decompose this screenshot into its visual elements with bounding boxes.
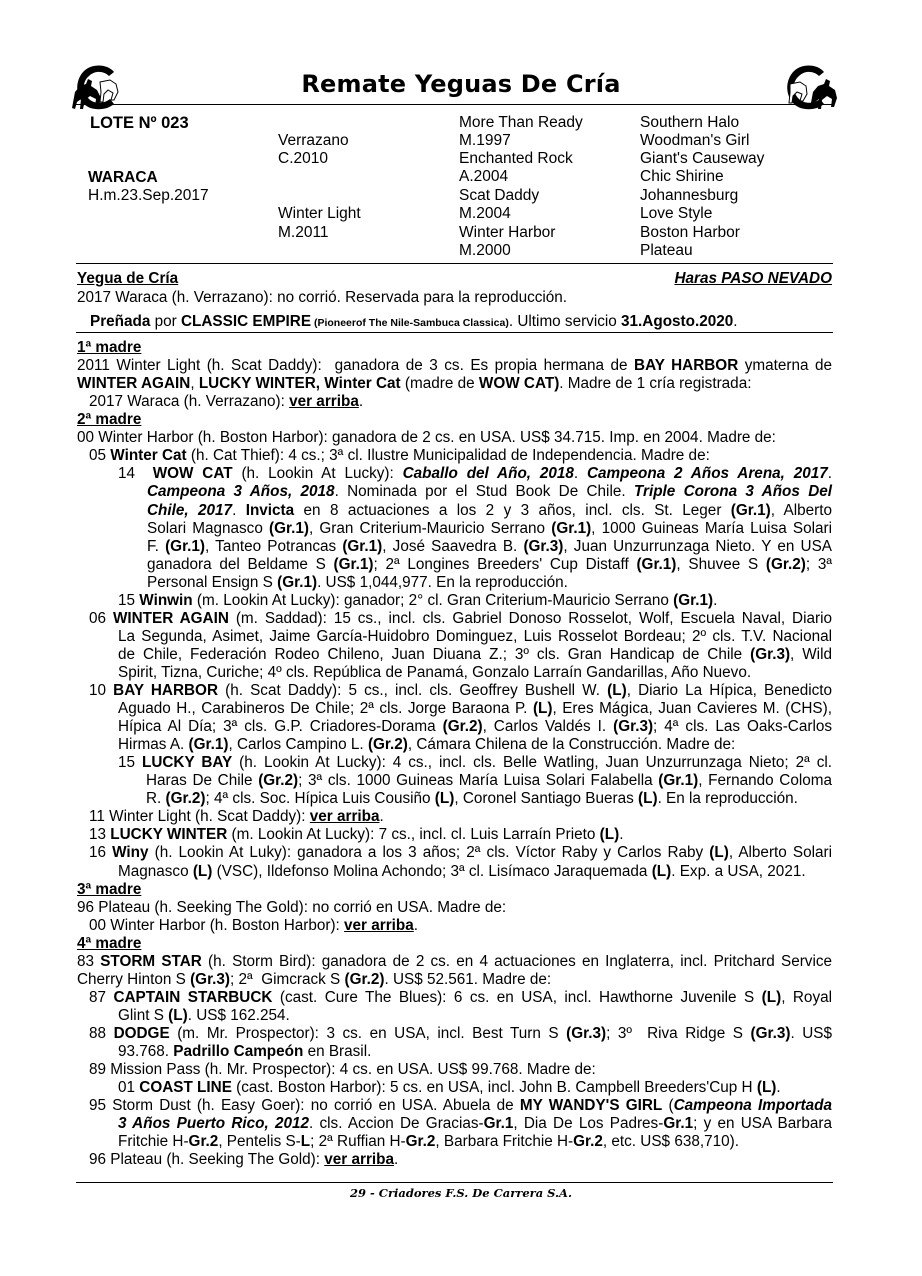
pedigree-gen4: Boston Harbor: [640, 224, 740, 241]
text-run: .: [394, 1151, 399, 1169]
text-run: , etc. US$ 638,710).: [602, 1133, 739, 1151]
text-run: 15: [118, 754, 142, 772]
text-run: (Gr.1): [342, 537, 383, 555]
text-run: . Exp. a USA, 2021.: [671, 862, 806, 880]
text-run: 14: [118, 465, 153, 483]
text-run: 15: [118, 591, 140, 609]
family-text-line: [89, 682, 832, 700]
info-divider: [76, 332, 833, 333]
text-run: BAY HARBOR: [113, 682, 219, 699]
text-run: 95 Storm Dust (h. Easy Goer): no corrió en USA. Abuela de: [89, 1097, 520, 1115]
family-text-line: [89, 1025, 832, 1043]
family-text-line: [77, 971, 832, 989]
section-label: Yegua de Cría: [77, 270, 179, 287]
text-run: Winwin: [139, 591, 193, 609]
pedigree-gen4: Woodman's Girl: [640, 132, 750, 149]
pregnancy-line: Preñada por CLASSIC EMPIRE (Pioneerof The Nile-Sambuca Classica). Ultimo servicio 31.Agosto.2020.: [90, 313, 738, 330]
text-run: Gr.1: [483, 1115, 514, 1133]
family-text-line: [118, 1043, 832, 1061]
text-run: Chile, 2017: [147, 501, 233, 519]
family-text-line: [147, 502, 832, 520]
text-run: , Barbara Fritchie H-: [435, 1133, 574, 1151]
text-run: . Madre de 1 cría registrada:: [559, 375, 752, 393]
text-run: ymaterna de: [738, 357, 832, 375]
text-run: (Gr.1): [277, 573, 318, 591]
text-run: , Coronel Santiago Bueras: [454, 790, 639, 808]
text-run: Magnasco: [118, 862, 193, 880]
family-text-line: [77, 899, 832, 917]
family-text-line: [89, 989, 832, 1007]
sire-info: C.2010: [278, 150, 328, 167]
family-text-line: [118, 1079, 832, 1097]
text-run: Gr.1: [663, 1115, 694, 1133]
family-text-line: [77, 375, 832, 393]
pedigree-gen4: Giant's Causeway: [640, 150, 765, 167]
text-run: (m. Lookin At Lucky): 7 cs., incl. cl. Luis Larraín Prieto: [227, 826, 600, 844]
text-run: ,: [190, 375, 199, 393]
text-run: (Gr.3): [190, 970, 231, 988]
text-run: LUCKY WINTER, Winter Cat: [198, 375, 401, 393]
haras-name: Haras PASO NEVADO: [674, 270, 832, 287]
text-run: .: [413, 916, 419, 934]
text-run: 2017 Waraca (h. Verrazano):: [89, 393, 290, 411]
dam-name: Winter Light: [278, 205, 361, 222]
text-run: Aguado H., Carabineros De Chile; 2ª cls. Jorge Baraona P.: [118, 700, 533, 717]
text-run: Campeona 2 Años Arena, 2017: [587, 465, 828, 483]
text-run: 06: [89, 609, 113, 627]
text-run: , Royal: [781, 988, 832, 1006]
family-text-line: [118, 628, 832, 646]
pedigree-divider: [76, 263, 833, 264]
family-text-line: [118, 863, 832, 881]
text-run: Haras De Chile: [146, 772, 259, 790]
status-line: 2017 Waraca (h. Verrazano): no corrió. Reservada para la reproducción.: [77, 289, 568, 306]
text-run: (h. Storm Bird): ganadora de 2 cs. en 4 actuaciones en Inglaterra, incl. Pritchard Service: [201, 952, 832, 970]
text-run: (m. Saddad): 15 cs., incl. cls. Gabriel Donoso Rosselot, Wolf, Escuela Naval, Diario: [228, 609, 832, 627]
text-run: , Gran Criterium-Mauricio Serrano: [308, 519, 552, 537]
text-run: 11 Winter Light (h. Scat Daddy):: [89, 808, 310, 826]
text-run: Winter Cat: [110, 447, 187, 465]
text-run: , Tanteo Potrancas: [205, 537, 343, 555]
text-run: . cls. Accion De Gracias-: [309, 1115, 484, 1133]
text-run: de Chile, Federación Rodeo Chileno, Juan Diuana Z.; 3º cls. Gran Handicap de Chile: [118, 645, 751, 663]
text-run: Solari Magnasco: [147, 519, 270, 537]
text-run: (Gr.1): [673, 591, 714, 609]
dam-heading: [77, 411, 832, 429]
text-run: Caballo del Año, 2018: [402, 465, 574, 483]
lot-number: LOTE Nº 023: [90, 114, 189, 132]
family-text-line: [89, 447, 832, 465]
text-run: (Gr.3): [750, 1024, 791, 1042]
text-run: WINTER AGAIN: [77, 375, 191, 393]
text-run: .: [358, 393, 364, 411]
text-run: R.: [146, 790, 166, 808]
dam-heading: [77, 881, 832, 899]
section-heading: 3ª madre: [77, 880, 142, 898]
text-run: . En la reproducción.: [657, 790, 798, 808]
text-run: . US$ 162.254.: [187, 1006, 290, 1024]
pedigree-gen3: More Than Ready: [459, 114, 583, 131]
text-run: , Fernando Coloma: [698, 772, 832, 790]
text-run: Invicta: [245, 501, 295, 519]
text-run: (Gr.1): [658, 772, 699, 790]
family-text-line: [89, 826, 832, 844]
pedigree-gen3: M.2000: [459, 242, 511, 259]
pedigree-gen3: Scat Daddy: [459, 187, 540, 204]
text-run: , Carlos Valdés I.: [482, 718, 614, 735]
pedigree-gen4: Love Style: [640, 205, 713, 222]
text-run: (Gr.1): [730, 501, 771, 519]
text-run: 2011 Winter Light (h. Scat Daddy): ganadora de 3 cs. Es propia hermana de: [77, 357, 635, 375]
text-run: STORM STAR: [100, 952, 202, 970]
text-run: , Dia De Los Padres-: [513, 1115, 664, 1133]
pedigree-gen3: M.1997: [459, 132, 511, 149]
text-run: LUCKY BAY: [141, 754, 233, 772]
text-run: Gr.2: [405, 1133, 436, 1151]
family-text-line: [118, 465, 832, 483]
pedigree-gen4: Johannesburg: [640, 187, 739, 204]
text-run: (L): [651, 862, 672, 880]
text-run: (L): [756, 1079, 777, 1097]
cross-reference: ver arriba: [289, 393, 359, 411]
dam-heading: [77, 935, 832, 953]
text-run: ; 3ª cls. 1000 Guineas María Luisa Solari Falabella: [298, 772, 659, 790]
text-run: .: [573, 465, 587, 483]
text-run: , Carlos Campino L.: [228, 736, 368, 754]
text-run: Gr.2: [188, 1133, 219, 1151]
text-run: 93.768.: [118, 1043, 174, 1060]
family-text-line: [89, 1061, 832, 1079]
text-run: (L): [532, 700, 553, 717]
text-run: , Shuvee S: [676, 555, 766, 573]
text-run: (m. Mr. Prospector): 3 cs. en USA, incl. Best Turn S: [169, 1024, 567, 1042]
text-run: (Gr.1): [269, 519, 309, 537]
text-run: (Gr.2): [344, 970, 385, 988]
text-run: .: [713, 591, 718, 609]
text-run: (Gr.3): [523, 537, 564, 555]
text-run: (Gr.2): [367, 736, 408, 754]
text-run: ; 2ª Longines Breeders' Cup Distaff: [373, 555, 637, 573]
text-run: ; 4ª cls. Soc. Hípica Luis Cousiño: [205, 790, 435, 808]
text-run: 00 Winter Harbor (h. Boston Harbor):: [89, 916, 345, 934]
family-text-line: [89, 1151, 832, 1169]
text-run: Hirmas A.: [118, 736, 189, 754]
pedigree-gen3: Winter Harbor: [459, 224, 556, 241]
text-run: (m. Lookin At Lucky): ganador; 2° cl. Gran Criterium-Mauricio Serrano: [192, 591, 674, 609]
text-run: ; y en USA Barbara: [693, 1115, 832, 1133]
text-run: en 8 actuaciones a los 2 y 3 años, incl. cls. St. Leger: [294, 501, 731, 519]
text-run: Campeona Importada: [673, 1097, 832, 1115]
text-run: Fritchie H-: [118, 1133, 189, 1151]
section-heading: 1ª madre: [77, 339, 142, 356]
family-text-line: [77, 429, 832, 447]
text-run: 10: [89, 682, 114, 699]
text-run: WINTER AGAIN: [112, 609, 229, 627]
text-run: LUCKY WINTER: [110, 826, 228, 844]
text-run: WOW CAT): [478, 375, 560, 393]
text-run: WOW CAT: [152, 465, 233, 483]
text-run: Winy: [112, 844, 149, 862]
family-text-line: [147, 556, 832, 574]
text-run: MY WANDY'S GIRL: [519, 1097, 663, 1115]
family-text-line: [89, 917, 832, 935]
text-run: (Gr.2): [765, 555, 806, 573]
text-run: Campeona 3 Años, 2018: [147, 483, 335, 501]
text-run: (h. Lookin At Lucky): 4 cs., incl. cls. Belle Watling, Juan Unzurrunzaga Nieto; 2ª cl.: [232, 754, 832, 772]
pedigree-gen3: M.2004: [459, 205, 511, 222]
text-run: .: [379, 808, 384, 826]
text-run: (: [662, 1097, 674, 1115]
text-run: 96 Plateau (h. Seeking The Gold): no corrió en USA. Madre de:: [77, 898, 507, 916]
text-run: , Diario La Hípica, Benedicto: [626, 682, 833, 699]
text-run: (Gr.3): [750, 645, 791, 663]
family-text-line: [89, 393, 832, 411]
family-text-line: [118, 1133, 832, 1151]
text-run: . US$ 52.561. Madre de:: [384, 970, 552, 988]
text-run: (Gr.3): [613, 718, 654, 735]
family-text-line: [89, 808, 832, 826]
text-run: 89 Mission Pass (h. Mr. Prospector): 4 cs. en USA. US$ 99.768. Madre de:: [89, 1061, 596, 1078]
text-run: (Gr.1): [333, 555, 374, 573]
text-run: , Alberto: [770, 501, 833, 519]
text-run: (L): [607, 682, 627, 699]
family-text-line: [147, 574, 832, 592]
text-run: BAY HARBOR: [634, 357, 739, 375]
family-text-line: [118, 700, 832, 718]
pedigree-gen4: Plateau: [640, 242, 693, 259]
horse-name: WARACA: [88, 169, 158, 186]
family-text-line: [118, 754, 832, 772]
family-text-line: [89, 844, 832, 862]
text-run: (VSC), Ildefonso Molina Achondo; 3ª cl. Lisímaco Jaraquemada: [212, 862, 652, 880]
family-text-line: [118, 592, 832, 610]
stallion-name: CLASSIC EMPIRE: [180, 313, 312, 330]
text-run: Spirit, Tizna, Curiche; 4º cls. República de Panamá, Gonzalo Larraín Gandarillas, Año Nuevo.: [118, 663, 752, 681]
text-run: 01: [118, 1079, 140, 1097]
text-run: (L): [599, 826, 620, 844]
text-run: (h. Scat Daddy): 5 cs., incl. cls. Geoffrey Bushell W.: [218, 682, 608, 699]
info-header: [77, 270, 832, 288]
family-text-line: [147, 520, 832, 538]
text-run: (Gr.1): [636, 555, 677, 573]
page-title: Remate Yeguas De Cría: [301, 70, 621, 98]
text-run: 05: [89, 447, 111, 465]
text-run: , José Saavedra B.: [382, 537, 524, 555]
text-run: (L): [761, 988, 782, 1006]
sire-name: Verrazano: [278, 132, 349, 149]
section-heading: 2ª madre: [77, 411, 142, 429]
text-run: , 1000 Guineas María Luisa Solari: [591, 519, 832, 537]
text-run: (cast. Cure The Blues): 6 cs. en USA, incl. Hawthorne Juvenile S: [272, 988, 762, 1006]
text-run: 13: [89, 826, 111, 844]
text-run: (Gr.2): [258, 772, 299, 790]
cross-reference: ver arriba: [324, 1151, 394, 1169]
family-text-line: [77, 953, 832, 971]
cross-reference: ver arriba: [309, 808, 380, 826]
text-run: .: [776, 1079, 781, 1097]
page-footer: 29 - Criadores F.S. De Carrera S.A.: [350, 1186, 572, 1200]
text-run: . Nominada por el Stud Book De Chile.: [334, 483, 634, 501]
text-run: (madre de: [400, 375, 479, 393]
text-run: , Eres Mágica, Juan Cavieres M. (CHS),: [552, 700, 832, 717]
text-run: . US$ 1,044,977. En la reproducción.: [317, 573, 568, 591]
text-run: La Segunda, Asimet, Jaime García-Huidobro Dominguez, Luis Rosselot Bordeau; 2º cls. T.V. Nacional: [118, 627, 832, 645]
family-text-line: [118, 736, 832, 754]
text-run: L: [300, 1133, 311, 1151]
family-text-line: [118, 718, 832, 736]
text-run: Cherry Hinton S: [77, 970, 191, 988]
text-run: ; 2ª Ruffian H-: [310, 1133, 406, 1151]
stallion-pedigree: (Pioneerof The Nile-Sambuca Classica): [311, 317, 509, 329]
text-run: 83: [77, 952, 101, 970]
text-run: ganadora del Beldame S: [147, 555, 334, 573]
text-run: 16: [89, 844, 113, 862]
family-text-line: [118, 646, 832, 664]
family-text-line: [118, 664, 832, 682]
text-run: Triple Corona 3 Años Del: [633, 483, 832, 501]
family-text-line: [89, 1097, 832, 1115]
dam-info: M.2011: [278, 224, 329, 241]
family-text-line: [118, 1115, 832, 1133]
text-run: .: [619, 826, 624, 844]
text-run: (L): [168, 1006, 188, 1024]
pedigree-gen4: Chic Shirine: [640, 168, 724, 185]
horse-birth: H.m.23.Sep.2017: [88, 187, 209, 204]
text-run: (h. Lookin At Lucky):: [232, 465, 403, 483]
text-run: 96 Plateau (h. Seeking The Gold):: [89, 1151, 325, 1169]
text-run: 87: [89, 988, 114, 1006]
text-run: (h. Cat Thief): 4 cs.; 3ª cl. Ilustre Municipalidad de Independencia. Madre de:: [186, 447, 710, 465]
text-run: (Gr.2): [442, 718, 483, 735]
text-run: ; 3º Riva Ridge S: [606, 1024, 751, 1042]
family-text-line: [147, 538, 832, 556]
text-run: Personal Ensign S: [147, 573, 278, 591]
text-run: Padrillo Campeón: [173, 1043, 304, 1060]
text-run: (Gr.1): [551, 519, 592, 537]
pedigree-gen3: A.2004: [459, 168, 509, 185]
text-run: (Gr.1): [165, 537, 206, 555]
header-divider: [76, 104, 833, 105]
text-run: (h. Lookin At Luky): ganadora a los 3 años; 2ª cls. Víctor Raby y Carlos Raby: [148, 844, 710, 862]
text-run: Gr.2: [573, 1133, 603, 1151]
text-run: 3 Años Puerto Rico, 2012: [118, 1115, 310, 1133]
text-run: ; 4ª cls. Las Oaks-Carlos: [653, 718, 833, 735]
text-run: COAST LINE: [139, 1079, 232, 1097]
text-run: (L): [192, 862, 213, 880]
text-run: , Wild: [790, 645, 832, 663]
text-run: .: [827, 465, 833, 483]
text-run: (Gr.3): [566, 1024, 607, 1042]
text-run: ; 3ª: [805, 555, 832, 573]
family-text-line: [147, 483, 832, 501]
text-run: (Gr.1): [188, 736, 229, 754]
text-run: (L): [638, 790, 658, 808]
pedigree-gen3: Enchanted Rock: [459, 150, 573, 167]
text-run: (cast. Boston Harbor): 5 cs. en USA, incl. John B. Campbell Breeders'Cup H: [231, 1079, 757, 1097]
text-run: (L): [434, 790, 455, 808]
text-run: , Juan Unzurrunzaga Nieto. Y en USA: [563, 537, 832, 555]
text-run: (Gr.2): [165, 790, 206, 808]
text-run: , Alberto Solari: [728, 844, 832, 862]
footer-divider: [76, 1182, 833, 1183]
cross-reference: ver arriba: [344, 916, 414, 934]
text-run: , Pentelis S-: [218, 1133, 301, 1151]
text-run: . US$: [790, 1024, 832, 1042]
text-run: (L): [709, 844, 729, 862]
text-run: 88: [89, 1024, 114, 1042]
pedigree-gen4: Southern Halo: [640, 114, 740, 131]
family-text-line: [77, 357, 832, 375]
text-run: F.: [147, 537, 166, 555]
text-run: DODGE: [113, 1024, 170, 1042]
family-text-line: [89, 610, 832, 628]
text-run: CAPTAIN STARBUCK: [113, 988, 273, 1006]
text-run: Glint S: [118, 1006, 169, 1024]
family-text-line: [146, 790, 832, 808]
section-heading: 4ª madre: [77, 934, 142, 952]
text-run: .: [232, 501, 246, 519]
pregnant-label: Preñada: [90, 313, 151, 330]
family-text-line: [146, 772, 832, 790]
text-run: ; 2ª Gimcrack S: [230, 970, 345, 988]
dam-heading: [77, 339, 832, 357]
service-date: 31.Agosto.2020: [621, 313, 734, 330]
text-run: 00 Winter Harbor (h. Boston Harbor): ganadora de 2 cs. en USA. US$ 34.715. Imp. en 2004. Madre de:: [77, 429, 776, 447]
family-text-line: [118, 1007, 832, 1025]
text-run: en Brasil.: [303, 1043, 372, 1060]
text-run: , Cámara Chilena de la Construcción. Madre de:: [407, 736, 736, 754]
text-run: Hípica Al Día; 3ª cls. G.P. Criadores-Dorama: [118, 718, 443, 735]
